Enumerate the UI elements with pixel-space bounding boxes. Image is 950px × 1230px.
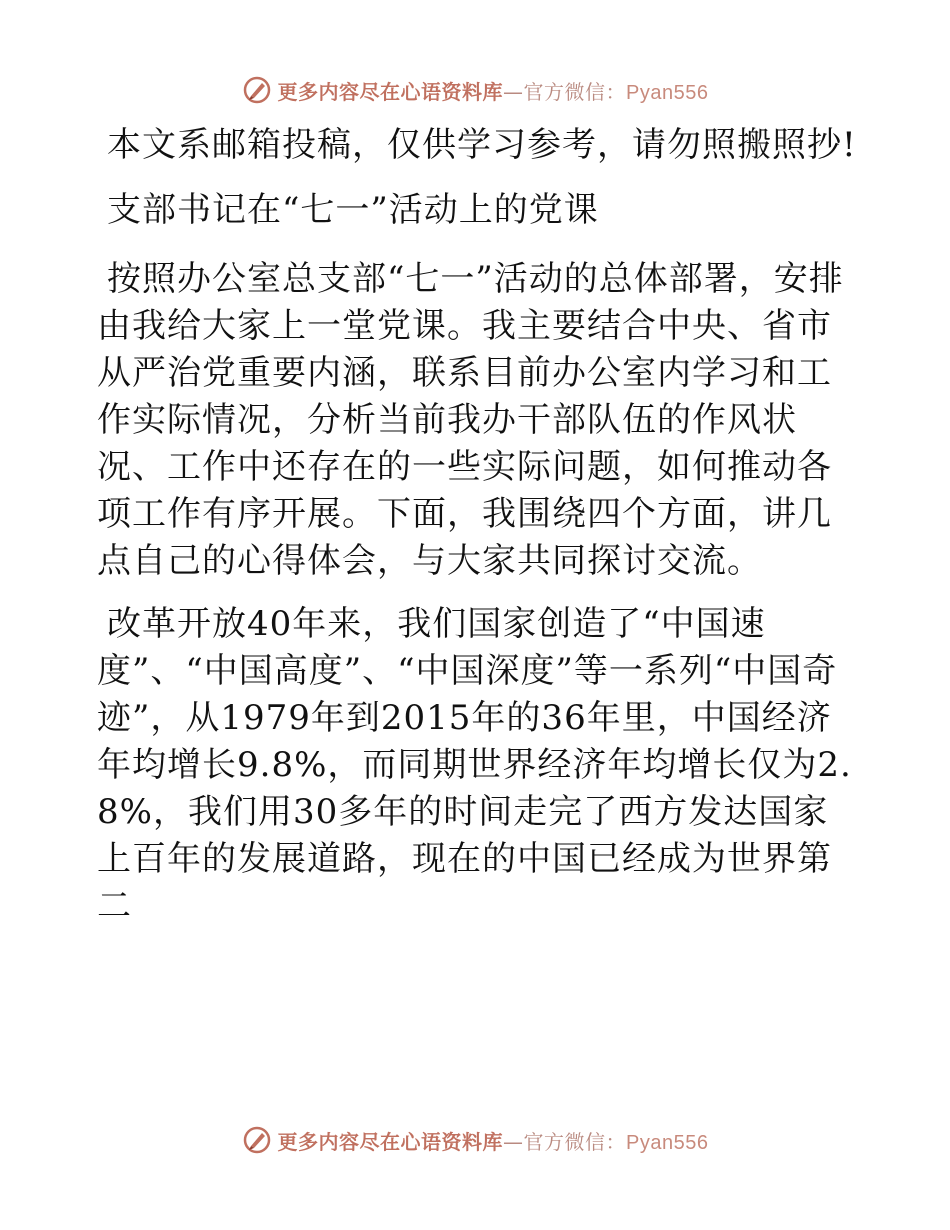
watermark-wechat-id: Pyan556: [626, 81, 709, 104]
watermark-separator: —: [503, 1129, 524, 1154]
watermark-wechat-label: 官方微信：: [523, 79, 627, 104]
watermark-text: [278, 1126, 709, 1155]
watermark-separator: —: [503, 79, 524, 104]
pen-logo-icon: [242, 1125, 272, 1155]
document-title: 支部书记在“七一”活动上的党课: [107, 190, 599, 230]
watermark-site-text: 更多内容尽在心语资料库: [277, 1129, 504, 1154]
notice-text: 本文系邮箱投稿，仅供学习参考，请勿照搬照抄!: [107, 125, 857, 165]
watermark-text: [278, 76, 709, 105]
document-body: [97, 122, 857, 946]
watermark-wechat-id: Pyan556: [626, 1131, 709, 1154]
watermark-site-text: 更多内容尽在心语资料库: [277, 79, 504, 104]
paragraph-1: 按照办公室总支部“七一”活动的总体部署，安排由我给大家上一堂党课。我主要结合中央、省市从严治党重要内涵，联系目前办公室内学习和工作实际情况，分析当前我办干部队伍的作风状况、工作中还存在的一些实际问题，如何推动各项工作有序开展。下面，我围绕四个方面，讲几点自己的心得体会，与大家共同探讨交流。: [97, 259, 844, 581]
footer-watermark: [0, 1120, 950, 1160]
header-watermark: [0, 70, 950, 110]
pen-logo-icon: [242, 75, 272, 105]
paragraph-2: 改革开放40年来，我们国家创造了“中国速度”、“中国高度”、“中国深度”等一系列“中国奇迹”，从1979年到2015年的36年里，中国经济年均增长9.8%，而同期世界经济年均增长仅为2.8%，我们用30多年的时间走完了西方发达国家上百年的发展道路，现在的中国已经成为世界第二: [97, 604, 852, 926]
watermark-wechat-label: 官方微信：: [523, 1129, 627, 1154]
